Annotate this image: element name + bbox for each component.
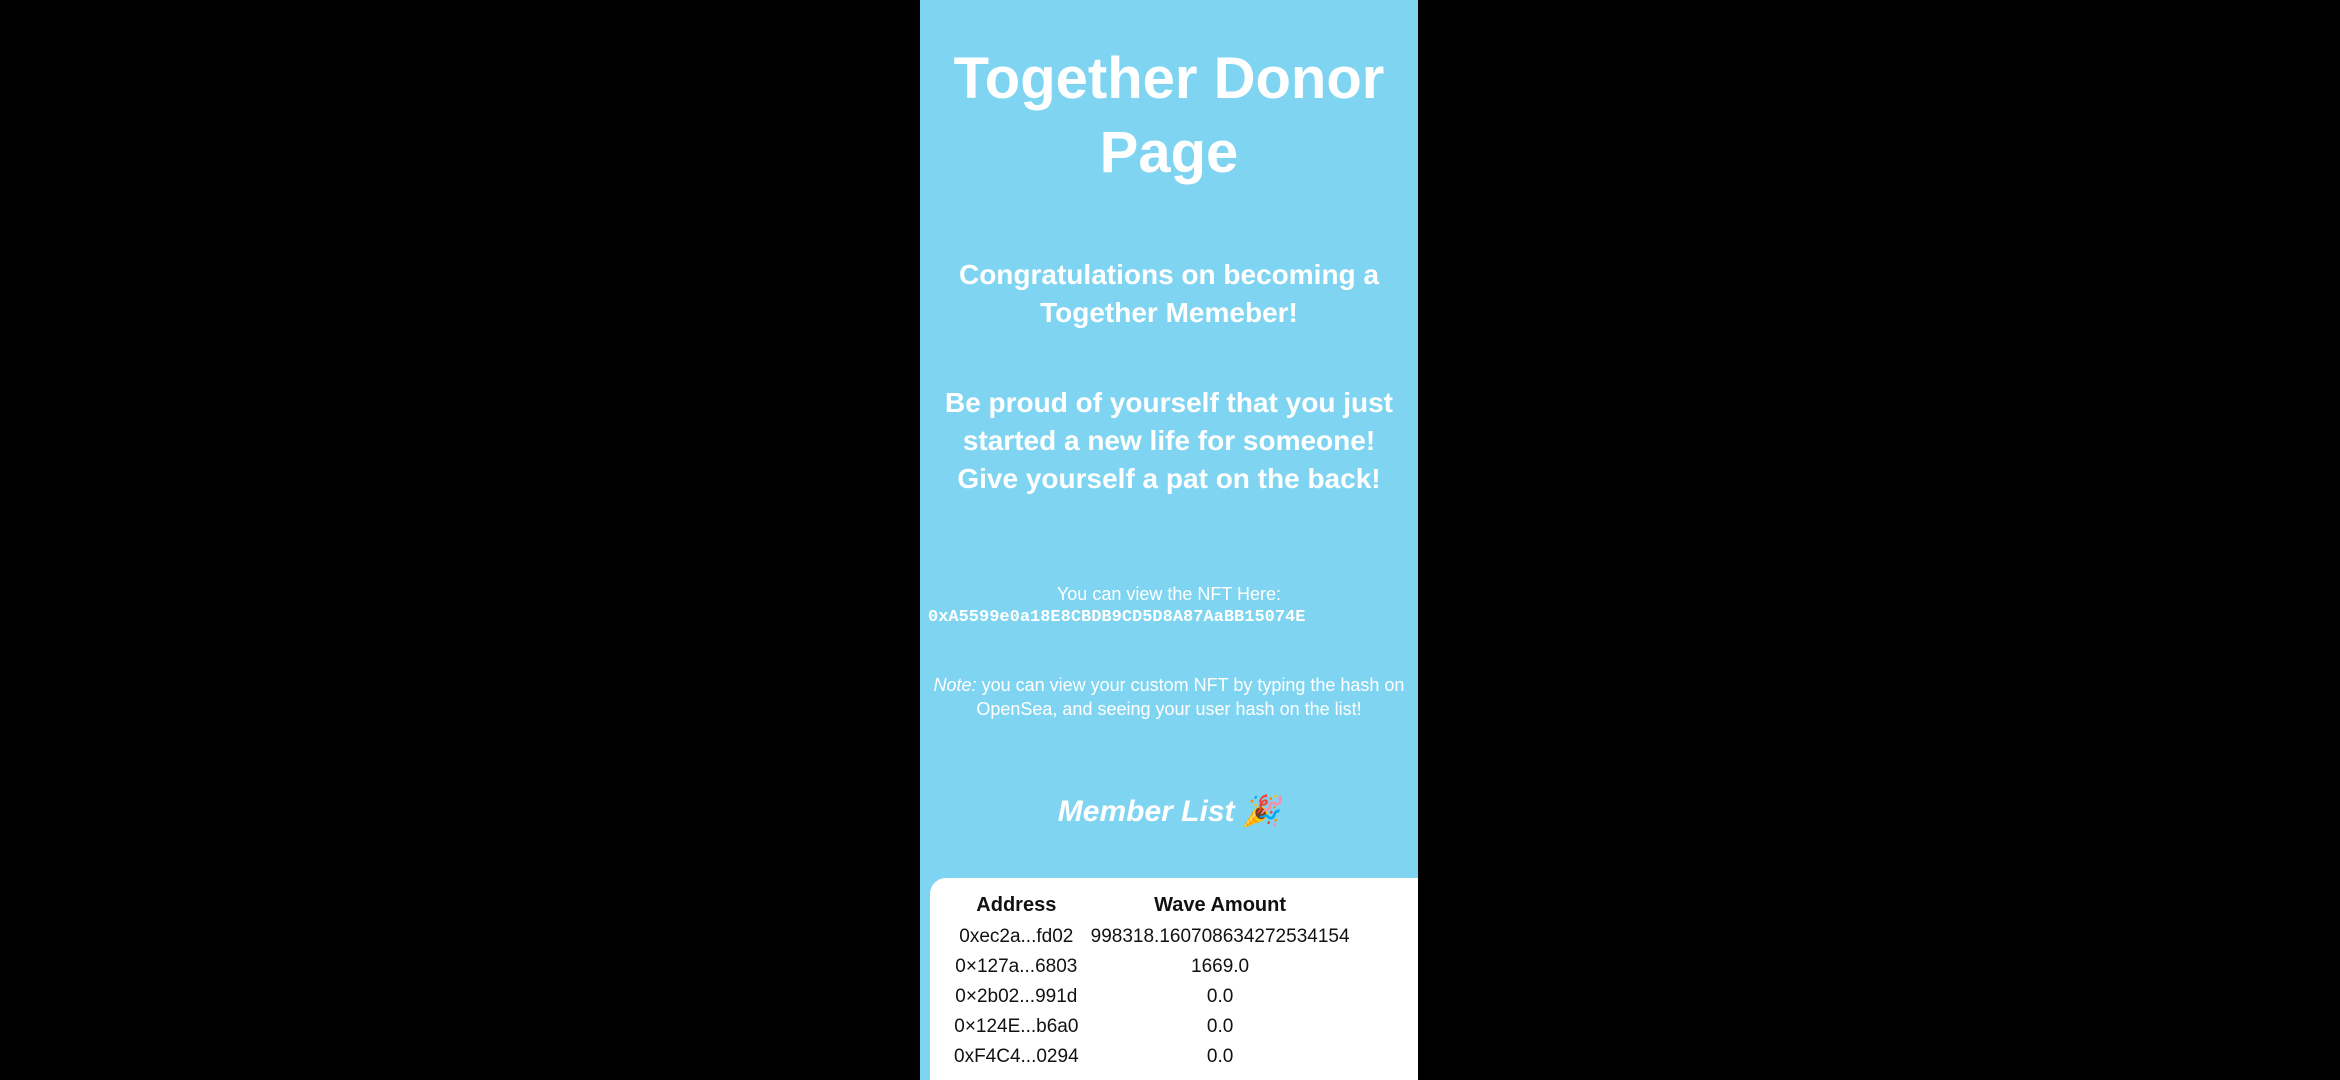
note-body: you can view your custom NFT by typing the hash on OpenSea, and seeing your user hash on the list! [976, 675, 1405, 719]
table-row [948, 922, 1356, 952]
member-table [948, 888, 1356, 1072]
proud-message: Be proud of yourself that you just started a new life for someone! Give yourself a pat on the back! [944, 387, 1393, 494]
row-address: 0×124E...b6a0 [954, 1016, 1079, 1037]
table-header-row [948, 888, 1356, 922]
row-amount: 0.0 [1206, 1016, 1234, 1037]
note-text [930, 673, 1408, 721]
table-row [948, 982, 1356, 1012]
table-row [948, 1042, 1356, 1072]
row-address: 0xec2a...fd02 [959, 926, 1074, 947]
nft-hash-link[interactable]: 0xA5599e0a18E8CBDB9CD5D8A87AaBB15074E [928, 608, 1306, 627]
app-screen [920, 0, 1418, 1080]
member-list-title: Member List 🎉 [1057, 795, 1281, 828]
row-amount: 998318.160708634272534154 [1090, 926, 1350, 947]
row-amount: 0.0 [1206, 986, 1234, 1007]
row-address: 0×127a...6803 [955, 956, 1078, 977]
amount-column-header: Wave Amount [1154, 893, 1287, 916]
congrats-message: Congratulations on becoming a Together Memeber! [958, 259, 1379, 328]
member-table-card [930, 878, 1418, 1080]
nft-label: You can view the NFT Here: [1056, 584, 1282, 604]
row-amount: 1669.0 [1191, 956, 1250, 977]
row-amount: 0.0 [1206, 1046, 1234, 1067]
table-row [948, 952, 1356, 982]
page-title: Together Donor Page [953, 46, 1385, 185]
note-prefix: Note: [933, 675, 977, 695]
table-row [948, 1012, 1356, 1042]
row-address: 0xF4C4...0294 [954, 1046, 1079, 1067]
row-address: 0×2b02...991d [955, 986, 1078, 1007]
address-column-header: Address [976, 893, 1057, 916]
